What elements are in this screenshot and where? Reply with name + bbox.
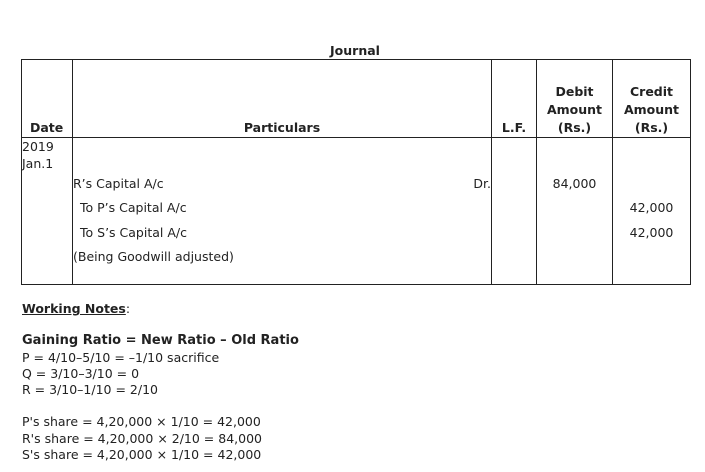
debit-account: R’s Capital A/c — [73, 176, 164, 191]
date-cell — [22, 138, 73, 285]
ratio-line: Q = 3/10–3/10 = 0 — [22, 365, 140, 381]
share-line: S's share = 4,20,000 × 1/10 = 42,000 — [22, 447, 262, 463]
credit-amount: 42,000 — [629, 200, 674, 216]
credit-header-line: (Rs.) — [634, 120, 669, 135]
journal-title: Journal — [330, 43, 380, 58]
working-notes-heading-line — [22, 301, 682, 317]
share-line: P's share = 4,20,000 × 1/10 = 42,000 — [22, 414, 261, 430]
working-notes — [22, 301, 682, 463]
lf-header: L.F. — [492, 60, 537, 138]
date-year: 2019 — [22, 139, 54, 154]
debit-amount: 84,000 — [552, 176, 597, 191]
share-line: R's share = 4,20,000 × 2/10 = 84,000 — [22, 430, 262, 446]
ratio-line: P = 4/10–5/10 = –1/10 sacrifice — [22, 349, 220, 365]
lf-cell — [492, 138, 537, 285]
particulars-line — [73, 172, 491, 196]
particulars-line — [73, 221, 491, 245]
credit-account: To S’s Capital A/c — [80, 224, 187, 240]
credit-header-line: Credit — [629, 84, 674, 99]
debit-header-line: (Rs.) — [557, 120, 592, 135]
debit-cell — [537, 138, 613, 285]
credit-cell — [613, 138, 691, 285]
credit-account: To P’s Capital A/c — [80, 200, 187, 216]
date-header: Date — [22, 60, 73, 138]
journal-entry-row — [22, 138, 691, 285]
credit-header — [613, 60, 691, 138]
journal-header-row — [22, 60, 691, 138]
particulars-line — [73, 196, 491, 220]
working-notes-heading: Working Notes — [22, 301, 126, 316]
credit-header-line: Amount — [623, 102, 680, 117]
heading-colon: : — [125, 301, 131, 316]
debit-header-line: Amount — [546, 102, 603, 117]
credit-amount: 42,000 — [629, 224, 674, 240]
date-day: Jan.1 — [22, 156, 54, 171]
debit-header — [537, 60, 613, 138]
particulars-header: Particulars — [73, 60, 492, 138]
particulars-cell — [73, 138, 492, 285]
debit-header-line: Debit — [555, 84, 594, 99]
ratio-line: R = 3/10–1/10 = 2/10 — [22, 382, 158, 398]
gaining-ratio-formula: Gaining Ratio = New Ratio – Old Ratio — [22, 333, 299, 349]
dr-marker: Dr. — [473, 176, 491, 191]
narration: (Being Goodwill adjusted) — [73, 248, 234, 264]
particulars-line — [73, 245, 491, 269]
journal-table — [21, 59, 691, 285]
